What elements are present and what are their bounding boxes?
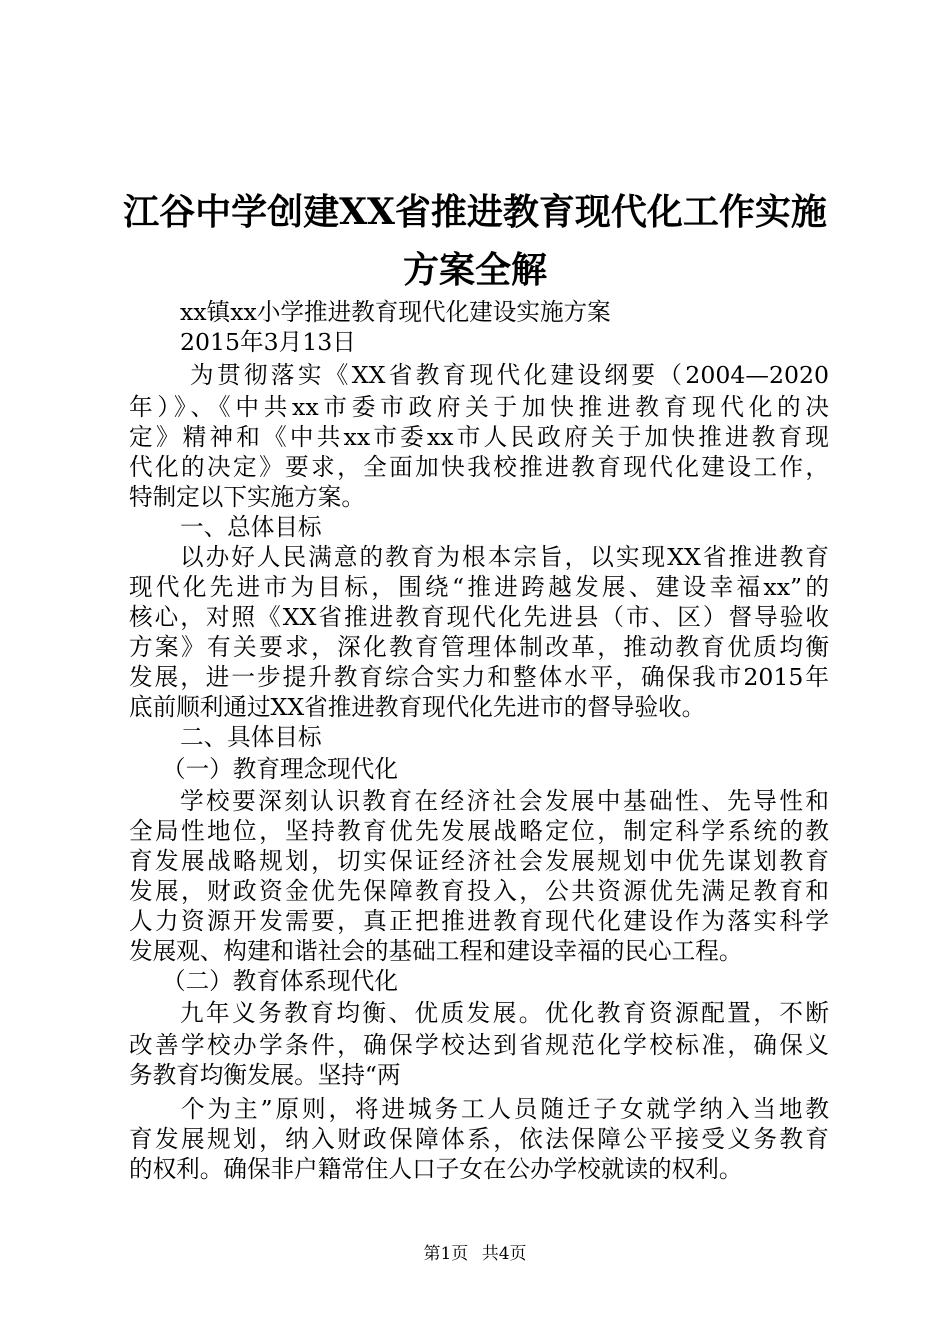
body-line: 核心，对照《XX省推进教育现代化先进县（市、区）督导验收 <box>129 603 829 631</box>
body-line: 全局性地位，坚持教育优先发展战略定位，制定科学系统的教 <box>129 817 829 845</box>
body-line: 学校要深刻认识教育在经济社会发展中基础性、先导性和 <box>180 787 829 815</box>
page-footer <box>0 1244 950 1264</box>
subsection-heading: （一）教育理念现代化 <box>162 755 398 783</box>
body-line: 人力资源开发需要，真正把推进教育现代化建设作为落实科学 <box>129 907 829 935</box>
subsection-heading: （二）教育体系现代化 <box>162 967 398 995</box>
body-line: 年）》、《中共xx市委市政府关于加快推进教育现代化的决 <box>129 393 829 421</box>
body-line: 的权利。确保非户籍常住人口子女在公办学校就读的权利。 <box>129 1155 743 1183</box>
body-line: 育发展战略规划，切实保证经济社会发展规划中优先谋划教育 <box>129 847 829 875</box>
body-line: 特制定以下实施方案。 <box>129 483 365 511</box>
page-total: 共4页 <box>481 1244 527 1264</box>
body-line: 发展，进一步提升教育综合实力和整体水平，确保我市2015年 <box>129 663 829 691</box>
document-title-line-2: 方案全解 <box>402 249 547 291</box>
body-line: 底前顺利通过XX省推进教育现代化先进市的督导验收。 <box>129 693 706 721</box>
date-line: 2015年3月13日 <box>180 328 356 356</box>
body-line: 发展，财政资金优先保障教育投入，公共资源优先满足教育和 <box>129 877 829 905</box>
body-line: 代化的决定》要求，全面加快我校推进教育现代化建设工作， <box>129 453 829 481</box>
body-line: 发展观、构建和谐社会的基础工程和建设幸福的民心工程。 <box>129 937 743 965</box>
subtitle-line: xx镇xx小学推进教育现代化建设实施方案 <box>180 298 611 326</box>
body-line: 为贯彻落实《XX省教育现代化建设纲要（2004—2020 <box>190 361 829 389</box>
body-line: 现代化先进市为目标，围绕“推进跨越发展、建设幸福xx”的 <box>129 573 829 601</box>
body-line: 九年义务教育均衡、优质发展。优化教育资源配置，不断 <box>180 999 829 1027</box>
body-line: 改善学校办学条件，确保学校达到省规范化学校标准，确保义 <box>129 1031 829 1059</box>
body-line: 个为主”原则，将进城务工人员随迁子女就学纳入当地教 <box>181 1095 829 1123</box>
body-line: 以办好人民满意的教育为根本宗旨，以实现XX省推进教育 <box>180 543 829 571</box>
body-line: 育发展规划，纳入财政保障体系，依法保障公平接受义务教育 <box>129 1125 829 1153</box>
section-heading: 二、具体目标 <box>180 723 322 751</box>
body-line: 定》精神和《中共xx市委xx市人民政府关于加快推进教育现 <box>129 423 829 451</box>
section-heading: 一、总体目标 <box>180 513 322 541</box>
body-line: 方案》有关要求，深化教育管理体制改革，推动教育优质均衡 <box>129 633 829 661</box>
body-line: 务教育均衡发展。坚持“两 <box>129 1061 401 1089</box>
document-title-line-1: 江谷中学创建XX省推进教育现代化工作实施 <box>123 191 827 233</box>
page-number: 第1页 <box>423 1244 469 1264</box>
